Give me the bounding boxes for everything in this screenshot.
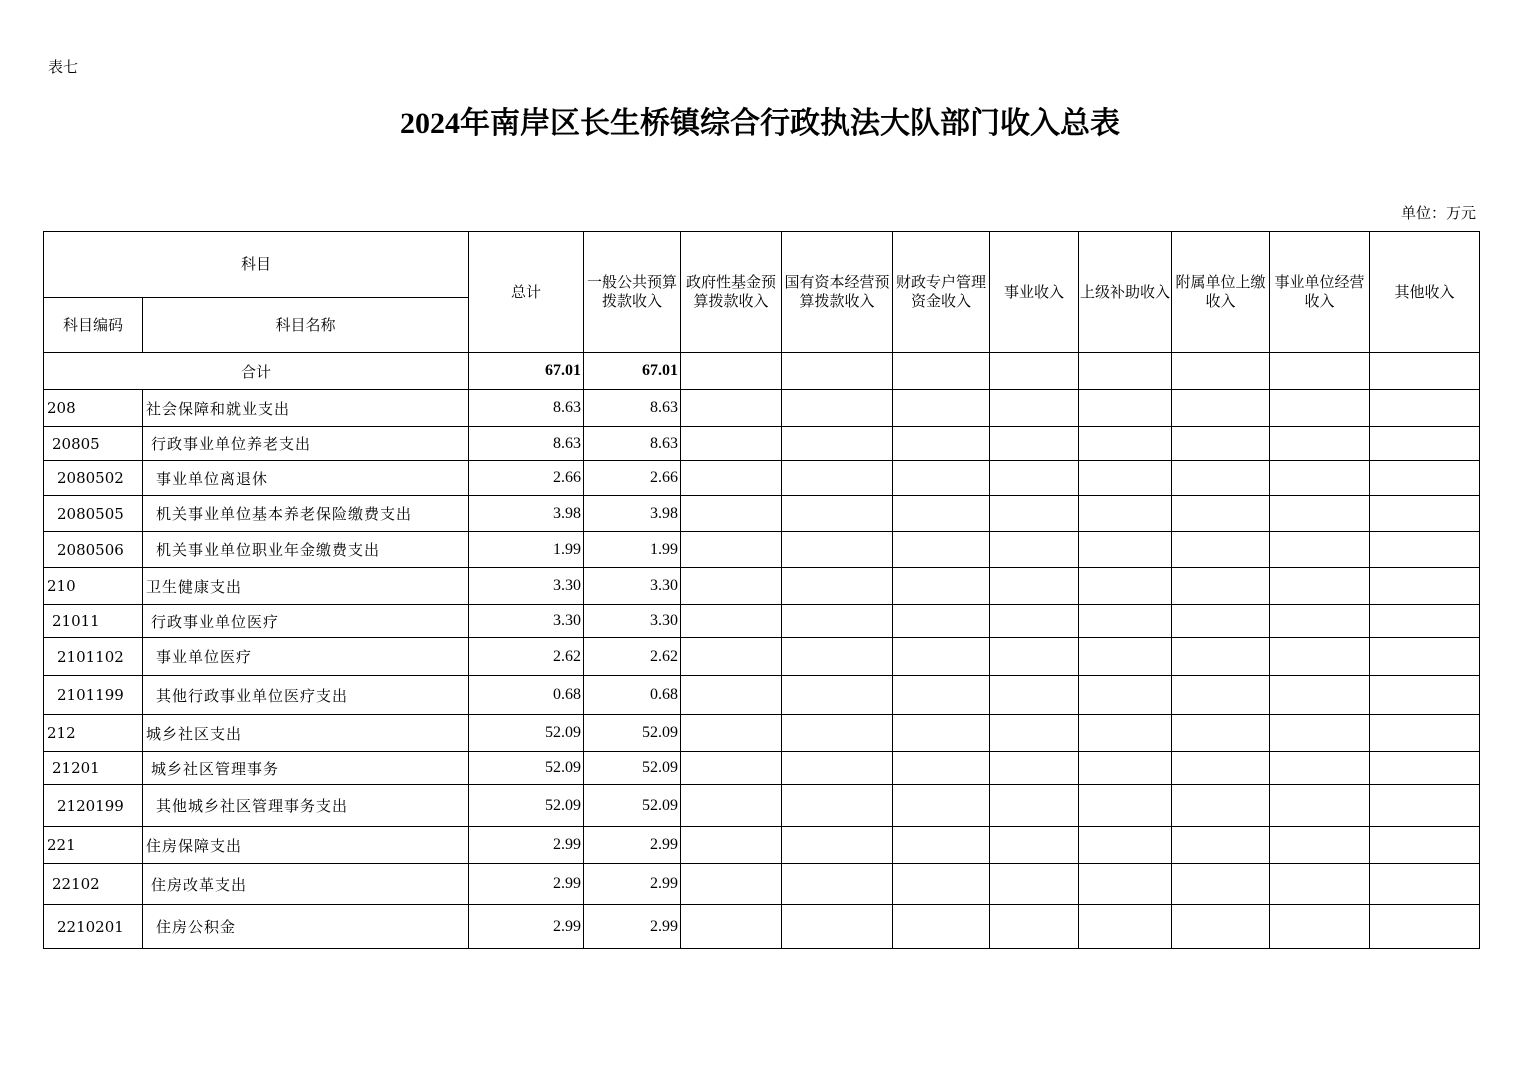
- general-budget-cell: 52.09: [584, 715, 681, 752]
- table-row: [44, 461, 1480, 496]
- empty-cell: [782, 752, 893, 785]
- total-cell: 0.68: [469, 676, 584, 715]
- empty-cell: [1270, 752, 1370, 785]
- empty-cell: [1079, 427, 1172, 461]
- empty-cell: [681, 532, 782, 568]
- empty-cell: [782, 827, 893, 864]
- empty-cell: [1079, 496, 1172, 532]
- subject-code-cell: 2210201: [44, 905, 143, 949]
- empty-cell: [681, 752, 782, 785]
- empty-cell: [782, 638, 893, 676]
- empty-cell: [1079, 676, 1172, 715]
- general-budget-cell: 3.98: [584, 496, 681, 532]
- total-cell: 3.30: [469, 568, 584, 605]
- empty-cell: [1370, 752, 1480, 785]
- general-budget-cell: 2.99: [584, 827, 681, 864]
- empty-cell: [1079, 864, 1172, 905]
- general-budget-cell: 52.09: [584, 785, 681, 827]
- header-fiscal-special: 财政专户管理资金收入: [893, 232, 990, 353]
- empty-cell: [1270, 353, 1370, 390]
- empty-cell: [681, 496, 782, 532]
- empty-cell: [1370, 461, 1480, 496]
- total-row-general: 67.01: [584, 353, 681, 390]
- empty-cell: [1172, 676, 1270, 715]
- empty-cell: [1270, 864, 1370, 905]
- empty-cell: [893, 496, 990, 532]
- total-row-label: 合计: [44, 353, 469, 390]
- subject-code-cell: 210: [44, 568, 143, 605]
- header-business-income: 事业收入: [990, 232, 1079, 353]
- subject-code-cell: 208: [44, 390, 143, 427]
- empty-cell: [1172, 638, 1270, 676]
- subject-name-cell: 事业单位离退休: [143, 461, 469, 496]
- empty-cell: [1370, 353, 1480, 390]
- subject-name-cell: 城乡社区管理事务: [143, 752, 469, 785]
- empty-cell: [1370, 827, 1480, 864]
- empty-cell: [782, 715, 893, 752]
- subject-name-cell: 机关事业单位职业年金缴费支出: [143, 532, 469, 568]
- subject-code-cell: 221: [44, 827, 143, 864]
- empty-cell: [1270, 827, 1370, 864]
- unit-label: 单位：万元: [1400, 204, 1476, 222]
- empty-cell: [1079, 715, 1172, 752]
- total-cell: 3.98: [469, 496, 584, 532]
- subject-code-cell: 2101199: [44, 676, 143, 715]
- table-row: [44, 905, 1480, 949]
- empty-cell: [1370, 605, 1480, 638]
- empty-cell: [1172, 752, 1270, 785]
- total-row-total: 67.01: [469, 353, 584, 390]
- empty-cell: [990, 605, 1079, 638]
- empty-cell: [1079, 532, 1172, 568]
- empty-cell: [893, 676, 990, 715]
- header-business-operation: 事业单位经营收入: [1270, 232, 1370, 353]
- empty-cell: [782, 605, 893, 638]
- empty-cell: [1370, 864, 1480, 905]
- empty-cell: [782, 353, 893, 390]
- empty-cell: [1079, 752, 1172, 785]
- total-cell: 2.66: [469, 461, 584, 496]
- empty-cell: [893, 532, 990, 568]
- empty-cell: [893, 638, 990, 676]
- empty-cell: [1370, 676, 1480, 715]
- empty-cell: [1172, 427, 1270, 461]
- empty-cell: [893, 461, 990, 496]
- total-cell: 1.99: [469, 532, 584, 568]
- total-cell: 52.09: [469, 785, 584, 827]
- empty-cell: [782, 461, 893, 496]
- total-cell: 52.09: [469, 752, 584, 785]
- general-budget-cell: 2.99: [584, 905, 681, 949]
- empty-cell: [893, 715, 990, 752]
- empty-cell: [681, 864, 782, 905]
- empty-cell: [893, 390, 990, 427]
- total-cell: 52.09: [469, 715, 584, 752]
- subject-name-cell: 行政事业单位医疗: [143, 605, 469, 638]
- empty-cell: [1172, 461, 1270, 496]
- empty-cell: [990, 427, 1079, 461]
- empty-cell: [1370, 905, 1480, 949]
- empty-cell: [990, 638, 1079, 676]
- subject-code-cell: 20805: [44, 427, 143, 461]
- empty-cell: [990, 568, 1079, 605]
- table-row: [44, 496, 1480, 532]
- general-budget-cell: 2.99: [584, 864, 681, 905]
- general-budget-cell: 3.30: [584, 605, 681, 638]
- empty-cell: [782, 864, 893, 905]
- empty-cell: [1270, 676, 1370, 715]
- total-cell: 8.63: [469, 390, 584, 427]
- empty-cell: [1370, 532, 1480, 568]
- empty-cell: [990, 353, 1079, 390]
- empty-cell: [782, 676, 893, 715]
- empty-cell: [990, 864, 1079, 905]
- empty-cell: [893, 785, 990, 827]
- empty-cell: [681, 715, 782, 752]
- empty-cell: [990, 390, 1079, 427]
- table-row: [44, 864, 1480, 905]
- header-superior-subsidy: 上级补助收入: [1079, 232, 1172, 353]
- empty-cell: [1270, 785, 1370, 827]
- table-row: [44, 785, 1480, 827]
- header-subject-code: 科目编码: [44, 298, 143, 353]
- empty-cell: [782, 785, 893, 827]
- subject-code-cell: 2080505: [44, 496, 143, 532]
- subject-name-cell: 住房保障支出: [143, 827, 469, 864]
- empty-cell: [1370, 568, 1480, 605]
- empty-cell: [1172, 715, 1270, 752]
- subject-name-cell: 住房改革支出: [143, 864, 469, 905]
- subject-name-cell: 其他城乡社区管理事务支出: [143, 785, 469, 827]
- subject-code-cell: 21011: [44, 605, 143, 638]
- empty-cell: [1079, 568, 1172, 605]
- general-budget-cell: 2.62: [584, 638, 681, 676]
- general-budget-cell: 2.66: [584, 461, 681, 496]
- empty-cell: [1172, 390, 1270, 427]
- subject-name-cell: 城乡社区支出: [143, 715, 469, 752]
- empty-cell: [1079, 390, 1172, 427]
- empty-cell: [1079, 605, 1172, 638]
- empty-cell: [1270, 390, 1370, 427]
- header-total: 总计: [469, 232, 584, 353]
- empty-cell: [893, 605, 990, 638]
- subject-name-cell: 事业单位医疗: [143, 638, 469, 676]
- empty-cell: [782, 568, 893, 605]
- empty-cell: [782, 496, 893, 532]
- empty-cell: [893, 568, 990, 605]
- empty-cell: [893, 353, 990, 390]
- empty-cell: [893, 905, 990, 949]
- empty-cell: [1370, 785, 1480, 827]
- table-row: [44, 568, 1480, 605]
- empty-cell: [782, 390, 893, 427]
- header-state-capital: 国有资本经营预算拨款收入: [782, 232, 893, 353]
- empty-cell: [681, 568, 782, 605]
- table-row: [44, 676, 1480, 715]
- empty-cell: [1079, 785, 1172, 827]
- total-cell: 8.63: [469, 427, 584, 461]
- empty-cell: [990, 676, 1079, 715]
- total-cell: 2.99: [469, 827, 584, 864]
- table-row: [44, 605, 1480, 638]
- general-budget-cell: 52.09: [584, 752, 681, 785]
- general-budget-cell: 8.63: [584, 390, 681, 427]
- empty-cell: [990, 496, 1079, 532]
- subject-code-cell: 2120199: [44, 785, 143, 827]
- subject-code-cell: 2101102: [44, 638, 143, 676]
- empty-cell: [1172, 827, 1270, 864]
- header-other-income: 其他收入: [1370, 232, 1480, 353]
- table-row: [44, 427, 1480, 461]
- empty-cell: [1079, 638, 1172, 676]
- header-affiliated-remit: 附属单位上缴收入: [1172, 232, 1270, 353]
- empty-cell: [1270, 638, 1370, 676]
- header-gov-fund: 政府性基金预算拨款收入: [681, 232, 782, 353]
- empty-cell: [1172, 568, 1270, 605]
- table-row: [44, 715, 1480, 752]
- empty-cell: [1370, 496, 1480, 532]
- empty-cell: [1370, 390, 1480, 427]
- empty-cell: [893, 752, 990, 785]
- empty-cell: [782, 427, 893, 461]
- table-number-label: 表七: [48, 58, 79, 76]
- general-budget-cell: 8.63: [584, 427, 681, 461]
- subject-code-cell: 22102: [44, 864, 143, 905]
- empty-cell: [1172, 785, 1270, 827]
- empty-cell: [681, 353, 782, 390]
- empty-cell: [1079, 905, 1172, 949]
- table-row: [44, 752, 1480, 785]
- empty-cell: [1270, 427, 1370, 461]
- subject-name-cell: 其他行政事业单位医疗支出: [143, 676, 469, 715]
- empty-cell: [1370, 427, 1480, 461]
- header-subject-group: 科目: [44, 232, 469, 298]
- empty-cell: [1079, 461, 1172, 496]
- empty-cell: [681, 427, 782, 461]
- total-cell: 2.99: [469, 864, 584, 905]
- header-general-budget: 一般公共预算拨款收入: [584, 232, 681, 353]
- empty-cell: [1370, 715, 1480, 752]
- empty-cell: [1270, 605, 1370, 638]
- total-cell: 2.99: [469, 905, 584, 949]
- table-row: [44, 827, 1480, 864]
- header-subject-name: 科目名称: [143, 298, 469, 353]
- empty-cell: [681, 827, 782, 864]
- empty-cell: [1079, 827, 1172, 864]
- subject-code-cell: 2080506: [44, 532, 143, 568]
- subject-code-cell: 21201: [44, 752, 143, 785]
- empty-cell: [893, 427, 990, 461]
- empty-cell: [1172, 864, 1270, 905]
- empty-cell: [681, 461, 782, 496]
- empty-cell: [990, 532, 1079, 568]
- empty-cell: [990, 827, 1079, 864]
- empty-cell: [1270, 496, 1370, 532]
- empty-cell: [1079, 353, 1172, 390]
- empty-cell: [893, 864, 990, 905]
- table-row: [44, 638, 1480, 676]
- empty-cell: [681, 905, 782, 949]
- empty-cell: [990, 785, 1079, 827]
- general-budget-cell: 1.99: [584, 532, 681, 568]
- empty-cell: [1172, 605, 1270, 638]
- general-budget-cell: 0.68: [584, 676, 681, 715]
- subject-code-cell: 2080502: [44, 461, 143, 496]
- empty-cell: [1270, 568, 1370, 605]
- table-row: [44, 390, 1480, 427]
- subject-name-cell: 卫生健康支出: [143, 568, 469, 605]
- income-summary-table: [43, 231, 1480, 949]
- empty-cell: [893, 827, 990, 864]
- empty-cell: [1270, 461, 1370, 496]
- subject-code-cell: 212: [44, 715, 143, 752]
- empty-cell: [1270, 715, 1370, 752]
- page-title: 2024年南岸区长生桥镇综合行政执法大队部门收入总表: [400, 107, 1120, 140]
- general-budget-cell: 3.30: [584, 568, 681, 605]
- empty-cell: [990, 715, 1079, 752]
- empty-cell: [681, 390, 782, 427]
- empty-cell: [1370, 638, 1480, 676]
- empty-cell: [681, 638, 782, 676]
- empty-cell: [1172, 905, 1270, 949]
- empty-cell: [681, 605, 782, 638]
- empty-cell: [1270, 905, 1370, 949]
- empty-cell: [681, 785, 782, 827]
- subject-name-cell: 住房公积金: [143, 905, 469, 949]
- empty-cell: [782, 532, 893, 568]
- empty-cell: [990, 461, 1079, 496]
- table-row: [44, 532, 1480, 568]
- empty-cell: [782, 905, 893, 949]
- empty-cell: [681, 676, 782, 715]
- total-cell: 3.30: [469, 605, 584, 638]
- total-cell: 2.62: [469, 638, 584, 676]
- empty-cell: [1172, 532, 1270, 568]
- empty-cell: [1172, 496, 1270, 532]
- empty-cell: [1172, 353, 1270, 390]
- empty-cell: [990, 752, 1079, 785]
- total-row: [44, 353, 1480, 390]
- empty-cell: [1270, 532, 1370, 568]
- empty-cell: [990, 905, 1079, 949]
- subject-name-cell: 行政事业单位养老支出: [143, 427, 469, 461]
- subject-name-cell: 机关事业单位基本养老保险缴费支出: [143, 496, 469, 532]
- subject-name-cell: 社会保障和就业支出: [143, 390, 469, 427]
